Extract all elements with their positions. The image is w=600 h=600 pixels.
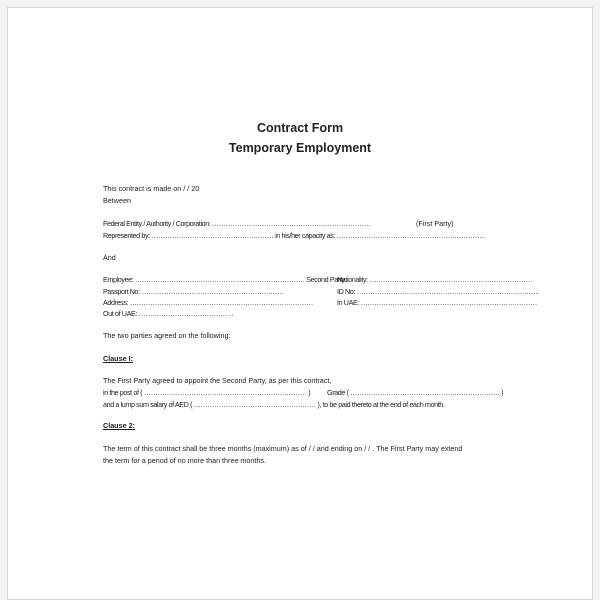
agreement-intro: The two parties agreed on the following: xyxy=(103,331,231,340)
between-label: Between xyxy=(103,196,131,205)
passport-field: Passport No: ……………………………………………………… xyxy=(103,287,284,296)
document-subtitle: Temporary Employment xyxy=(228,141,372,155)
clause-1-heading: Clause I: xyxy=(103,354,133,363)
clause-2-line-1: The term of this contract shall be three months (maximum) as of / / and ending on / / . The First Party may extend xyxy=(103,444,463,453)
document-title: Contract Form xyxy=(256,121,344,135)
grade-field: Grade ( ………………………………………………………… ) xyxy=(327,388,504,397)
address-field: Address: ……………………………………………………………………… xyxy=(103,298,314,307)
clause-2-line-2: the term for a period of no more than three months. xyxy=(103,456,267,465)
clause-1-line-1: The First Party agreed to appoint the Second Party, as per this contract, xyxy=(103,376,332,385)
represented-by-field: Represented by: ……………………………………………… in his/her capacity as: ………………………………………………………… xyxy=(103,231,486,240)
clause-2-heading: Clause 2: xyxy=(103,421,135,430)
first-party-label: (First Party) xyxy=(416,219,454,228)
salary-line: and a lump sum salary of AED ( ……………………………………………… ), to be paid thereto at the end of each month. xyxy=(103,400,445,409)
contract-date-line: This contract is made on / / 20 xyxy=(103,184,200,193)
in-uae-field: In UAE: …………………………………………………………………… xyxy=(337,298,538,307)
out-of-uae-field: Out of UAE: …………………………………… xyxy=(103,309,234,318)
id-field: ID No: ……………………………………………………………………… xyxy=(337,287,540,296)
entity-field: Federal Entity / Authority / Corporation: ……………………………………………………………. xyxy=(103,219,370,228)
post-field: in the post of ( ……………………………………………………………… ) xyxy=(103,388,311,397)
employee-field: Employee: ………………………………………………………………… Second Party xyxy=(103,275,345,284)
nationality-field: Nationality: ……………………………………………………………… xyxy=(337,275,533,284)
and-label: And xyxy=(103,253,116,262)
